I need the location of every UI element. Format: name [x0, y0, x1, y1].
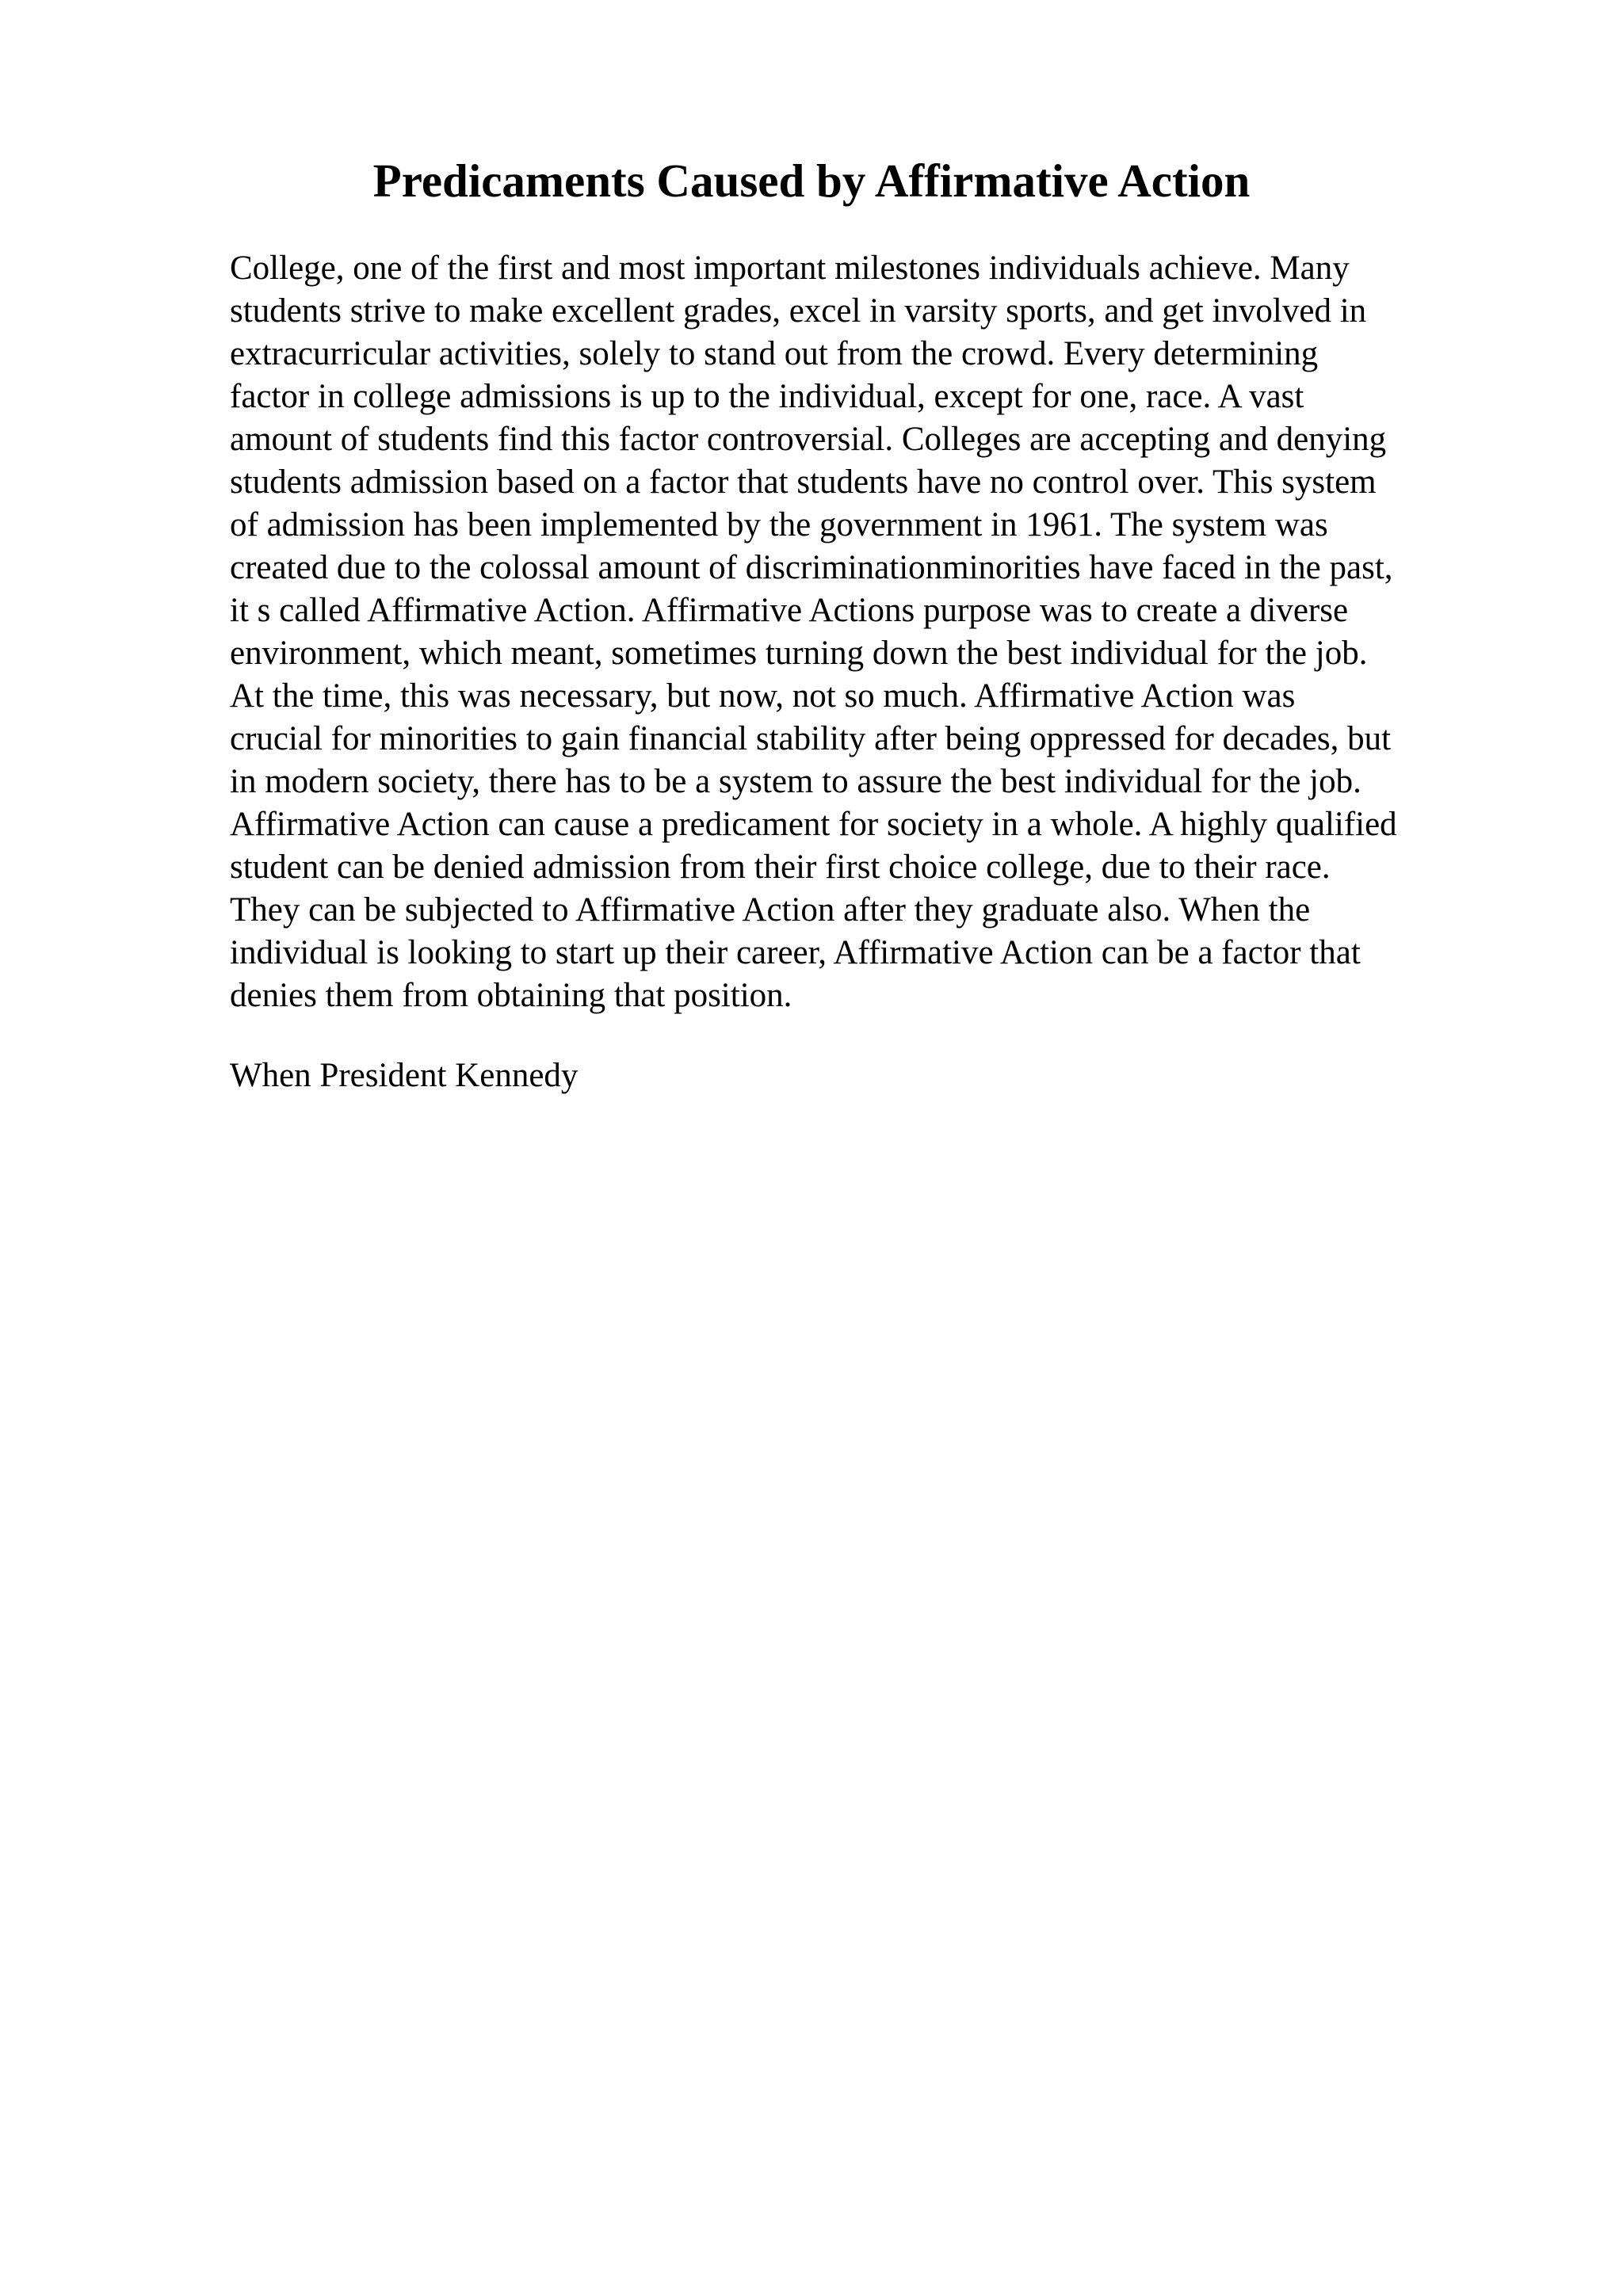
text-line: amount of students find this factor controversial. Colleges are accepting and denying [230, 421, 1387, 458]
text-line: environment, which meant, sometimes turning down the best individual for the job. [230, 635, 1368, 672]
text-line: of admission has been implemented by the government in 1961. The system was [230, 506, 1328, 543]
text-line: individual is looking to start up their career, Affirmative Action can be a factor that [230, 934, 1361, 971]
body-paragraph-2: When President Kennedy [230, 1057, 579, 1094]
text-line: student can be denied admission from their first choice college, due to their race. [230, 849, 1331, 886]
text-line: denies them from obtaining that position. [230, 977, 792, 1014]
text-line: crucial for minorities to gain financial stability after being oppressed for decades, but [230, 720, 1392, 757]
text-line: it s called Affirmative Action. Affirmative Actions purpose was to create a diverse [230, 592, 1349, 629]
text-line: At the time, this was necessary, but now, not so much. Affirmative Action was [230, 677, 1296, 715]
text-line: created due to the colossal amount of discriminationminorities have faced in the past, [230, 549, 1393, 586]
text-line: College, one of the first and most important milestones individuals achieve. Many [230, 250, 1350, 287]
text-line: Affirmative Action can cause a predicament for society in a whole. A highly qualified [230, 806, 1397, 843]
body-paragraph-1 [230, 247, 1514, 1017]
text-line: factor in college admissions is up to the individual, except for one, race. A vast [230, 378, 1304, 415]
text-line: in modern society, there has to be a system to assure the best individual for the job. [230, 763, 1361, 800]
text-line: students admission based on a factor that students have no control over. This system [230, 463, 1377, 501]
text-line: extracurricular activities, solely to stand out from the crowd. Every determining [230, 335, 1319, 372]
text-line: students strive to make excellent grades, excel in varsity sports, and get involved in [230, 292, 1367, 330]
text-line: They can be subjected to Affirmative Action after they graduate also. When the [230, 891, 1311, 929]
document-title: Predicaments Caused by Affirmative Action [372, 154, 1251, 207]
